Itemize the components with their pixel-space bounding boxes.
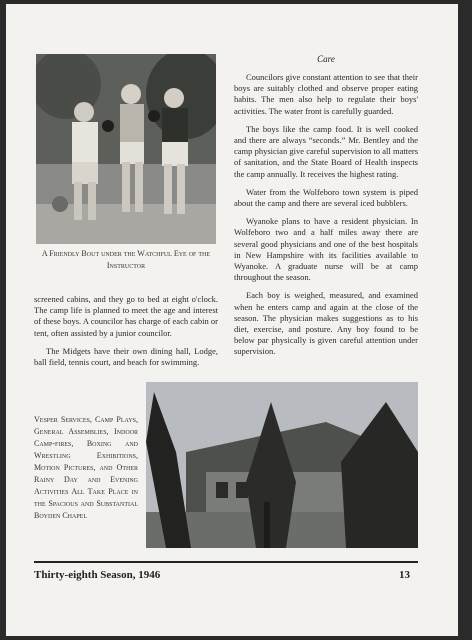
- chapel-photo: [146, 382, 418, 548]
- section-heading: Care: [317, 54, 335, 64]
- paragraph: Water from the Wolfeboro town system is piped about the camp and there are several iced bubblers.: [234, 186, 418, 209]
- paragraph: Councilors give constant attention to see that their boys are suitably clothed and observe proper eating habits. The men also help to regulate their boys' activities. The water front is carefully guarded.: [234, 72, 418, 116]
- paragraph: Wyanoke plans to have a resident physician. In Wolfeboro two and a half miles away there are several good physicians and one of the best hospitals in New Hampshire with its facilities available to Wyanoke. A graduate nurse will be at camp throughout the season.: [234, 216, 418, 283]
- paragraph: screened cabins, and they go to bed at eight o'clock. The camp life is planned to meet the age and interest of these boys. A councilor has charge of each cabin or tent, often assisted by a junior councilor.: [34, 294, 218, 338]
- boxing-photo-illustration: [36, 54, 216, 244]
- paragraph: Each boy is weighed, measured, and examined when he enters camp and again at the close of the season. The physician makes suggestions as to his diet, exercise, and posture. Any boy found to be below par physically is given careful attention under supervision.: [234, 290, 418, 357]
- chapel-photo-illustration: [146, 382, 418, 548]
- boxing-photo: [36, 54, 216, 244]
- page: [6, 4, 458, 636]
- footer-season: Thirty-eighth Season, 1946: [34, 569, 161, 581]
- paragraph: The Midgets have their own dining hall, Lodge, ball field, tennis court, and beach for swimming.: [34, 345, 218, 368]
- footer-rule: [34, 561, 418, 565]
- chapel-photo-caption: Vesper Services, Camp Plays, General Assemblies, Indoor Camp-fires, Boxing and Wrestling Exhibitions, Motion Pictures, and Other Rainy Day and Evening Activities All Take Place in the Spacious and Substantial Boyden Chapel: [34, 415, 138, 520]
- left-column: [34, 294, 218, 375]
- right-column: [234, 72, 418, 365]
- boxing-photo-caption: A Friendly Bout under the Watchful Eye of the Instructor: [41, 249, 211, 270]
- paragraph: The boys like the camp food. It is well cooked and there are always “seconds.” Mr. Bentley and the camp physician give careful supervision to all matters of sanitation, and the State Board of Health inspects the camp annually. It receives the highest rating.: [234, 123, 418, 179]
- page-number: 13: [399, 569, 410, 581]
